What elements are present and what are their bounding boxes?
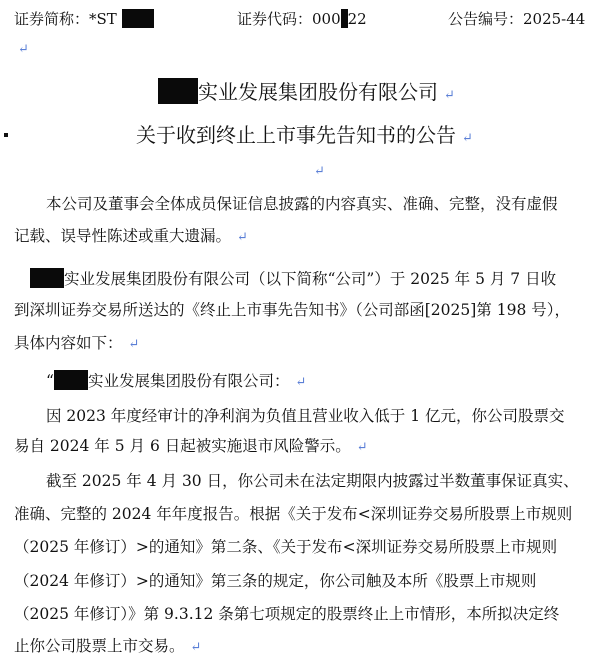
paragraph-mark-icon: ↵ bbox=[237, 230, 248, 245]
p2-line-1 bbox=[30, 268, 556, 289]
code-suffix: 22 bbox=[347, 10, 367, 28]
redaction-block bbox=[341, 9, 348, 28]
p5-line-4: （2024 年修订）>的通知》第三条的规定，你公司触及本所《股票上市规则 bbox=[14, 572, 537, 590]
addressee-line bbox=[46, 370, 306, 393]
security-abbreviation bbox=[14, 9, 154, 29]
p5-line-5: （2025 年修订）》第 9.3.12 条第七项规定的股票终止上市情形，本所拟决定终 bbox=[14, 605, 560, 623]
p4-line-2-text: 易自 2024 年 5 月 6 日起被实施退市风险警示。 bbox=[14, 437, 351, 455]
paragraph-mark-icon: ↵ bbox=[444, 88, 455, 103]
p4-line-2 bbox=[14, 436, 368, 458]
p5-line-1: 截至 2025 年 4 月 30 日，你公司未在法定期限内披露过半数董事保证真实、 bbox=[46, 472, 579, 490]
paragraph-mark-icon: ↵ bbox=[314, 164, 325, 179]
p1-line-1: 本公司及董事会全体成员保证信息披露的内容真实、准确、完整，没有虚假 bbox=[46, 195, 558, 213]
company-name bbox=[158, 78, 455, 109]
p5-line-6-text: 止你公司股票上市交易。 bbox=[14, 637, 185, 655]
redaction-block bbox=[158, 78, 198, 104]
bullet-marker bbox=[4, 133, 8, 137]
p2-line-1-text: 实业发展集团股份有限公司（以下简称“公司”）于 2025 年 5 月 7 日收 bbox=[64, 270, 557, 288]
p2-line-2: 到深圳证券交易所送达的《终止上市事先告知书》（公司部函[2025]第 198 号）， bbox=[14, 301, 570, 319]
abbr-label: 证券简称：*ST bbox=[14, 10, 117, 28]
security-code bbox=[237, 9, 367, 29]
code-label: 证券代码：000 bbox=[237, 10, 341, 28]
redaction-block bbox=[122, 9, 154, 28]
redaction-block bbox=[30, 268, 64, 288]
p5-line-3: （2025 年修订）>的通知》第二条、《关于发布<深圳证券交易所股票上市规则 bbox=[14, 538, 558, 556]
redaction-block bbox=[54, 370, 88, 390]
p2-line-3-text: 具体内容如下： bbox=[14, 334, 123, 352]
notice-number: 公告编号：2025-44 bbox=[448, 10, 586, 28]
paragraph-mark-icon: ↵ bbox=[462, 131, 473, 146]
addressee-text: 实业发展集团股份有限公司： bbox=[87, 372, 290, 390]
company-name-text: 实业发展集团股份有限公司 bbox=[198, 80, 438, 104]
paragraph-mark-icon: ↵ bbox=[18, 42, 29, 57]
p2-line-3 bbox=[14, 333, 139, 355]
paragraph-mark-icon: ↵ bbox=[128, 337, 140, 352]
document-title bbox=[136, 122, 473, 152]
title-text: 关于收到终止上市事先告知书的公告 bbox=[136, 123, 456, 147]
p5-line-2: 准确、完整的 2024 年年度报告。根据《关于发布<深圳证券交易所股票上市规则 bbox=[14, 505, 573, 523]
p1-line-2 bbox=[14, 226, 248, 248]
p5-line-6 bbox=[14, 636, 201, 658]
paragraph-mark-icon: ↵ bbox=[190, 640, 202, 655]
paragraph-mark-icon: ↵ bbox=[295, 375, 307, 390]
p4-line-1: 因 2023 年度经审计的净利润为负值且营业收入低于 1 亿元，你公司股票交 bbox=[46, 407, 565, 425]
p1-line-2-text: 记载、误导性陈述或重大遗漏。 bbox=[14, 227, 232, 245]
open-quote: “ bbox=[46, 372, 54, 390]
paragraph-mark-icon: ↵ bbox=[356, 440, 368, 455]
